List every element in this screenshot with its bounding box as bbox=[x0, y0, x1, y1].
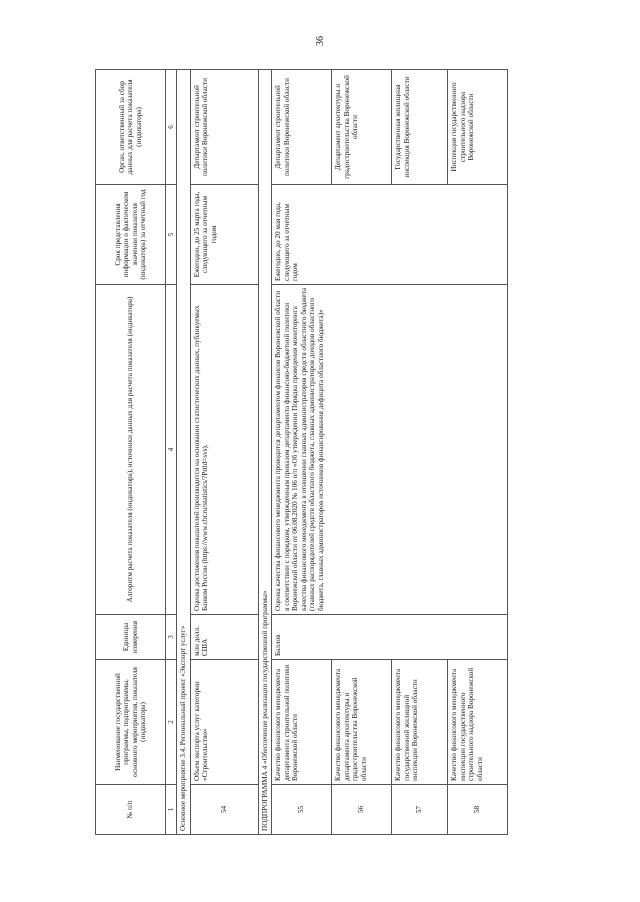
indicator-name: Объем экспорта услуг категории «Строительство» bbox=[190, 660, 258, 785]
header-row bbox=[96, 70, 166, 835]
organ-cell: Департамент строительной политики Воронежской области bbox=[272, 70, 332, 185]
table-row bbox=[190, 70, 258, 835]
header-algorithm: Алгоритм расчета показателя (индикатора), источники данных для расчета показателя (индикатора) bbox=[96, 285, 166, 615]
section-row bbox=[258, 70, 271, 835]
row-number: 56 bbox=[332, 785, 392, 835]
header-organ: Орган, ответственный за сбор данных для расчета показателя (индикатора) bbox=[96, 70, 166, 185]
section-row bbox=[177, 70, 190, 835]
organ-cell: Инспекция государственного строительного надзора Воронежской области bbox=[448, 70, 508, 185]
section-title-subprogram-4: ПОДПРОГРАММА 4 «Обеспечение реализации государственной программы» bbox=[258, 70, 271, 835]
indicator-name: Качество финансового менеджмента департамента строительной политики Воронежской области bbox=[272, 660, 332, 785]
organ-cell: Департамент строительной политики Воронежской области bbox=[190, 70, 258, 185]
unit-cell: Баллов bbox=[272, 615, 508, 660]
indicator-name: Качество финансового менеджмента департамента архитектуры и градостроительства Воронежской области bbox=[332, 660, 392, 785]
unit-cell: млн долл. США bbox=[190, 615, 258, 660]
row-number: 58 bbox=[448, 785, 508, 835]
row-number: 55 bbox=[272, 785, 332, 835]
section-title-3-4: Основное мероприятие 3.4. Региональный проект «Экспорт услуг» bbox=[177, 70, 190, 835]
page-number: 36 bbox=[315, 36, 326, 46]
index-cell: 1 bbox=[166, 785, 177, 835]
row-number: 57 bbox=[392, 785, 448, 835]
header-unit: Единицы измерения bbox=[96, 615, 166, 660]
algorithm-cell: Оценка качества финансового менеджмента проводится департаментом финансов Воронежской области в соответствии с порядком, утвержденным приказом департамента финансово-бюджетной политики Воронежской области от 06.08.2020 № 106 о/п «Об утверждении Порядка проведения мониторинга качества финансового менеджмента в отношении главных администраторов средств областного бюджета (главных распорядителей средств областного бюджета, главных администраторов доходов областного бюджета, главных администраторов источников финансирования дефицита областного бюджета)» bbox=[272, 285, 508, 615]
index-cell: 3 bbox=[166, 615, 177, 660]
header-num: № п/п bbox=[96, 785, 166, 835]
rotated-table-container bbox=[95, 70, 535, 835]
index-cell: 2 bbox=[166, 660, 177, 785]
deadline-cell: Ежегодно, до 25 марта года, следующего за отчетным годом bbox=[190, 185, 258, 285]
index-row bbox=[166, 70, 177, 835]
indicator-name: Качество финансового менеджмента инспекции государственного строительного надзора Воронежской области bbox=[448, 660, 508, 785]
index-cell: 5 bbox=[166, 185, 177, 285]
row-number: 54 bbox=[190, 785, 258, 835]
indicator-name: Качество финансового менеджмента государственной жилищной инспекции Воронежской области bbox=[392, 660, 448, 785]
organ-cell: Государственная жилищная инспекция Воронежской области bbox=[392, 70, 448, 185]
index-cell: 4 bbox=[166, 285, 177, 615]
header-deadline: Срок представления информации о фактическом значении показателя (индикатора) за отчетный год bbox=[96, 185, 166, 285]
indicators-table bbox=[95, 69, 508, 835]
deadline-cell: Ежегодно, до 20 мая года, следующего за отчетным годом bbox=[272, 185, 508, 285]
organ-cell: Департамент архитектуры и градостроительства Воронежской области bbox=[332, 70, 392, 185]
index-cell: 6 bbox=[166, 70, 177, 185]
table-row bbox=[272, 70, 332, 835]
algorithm-cell: Оценка достижения показателей производится на основании статистических данных, публикуемых Банком России (https://www.cbr.ru/statistics/?Prtld=svs). bbox=[190, 285, 258, 615]
header-name: Наименование государственной программы, подпрограммы, основного мероприятия, показателя (индикатора) bbox=[96, 660, 166, 785]
